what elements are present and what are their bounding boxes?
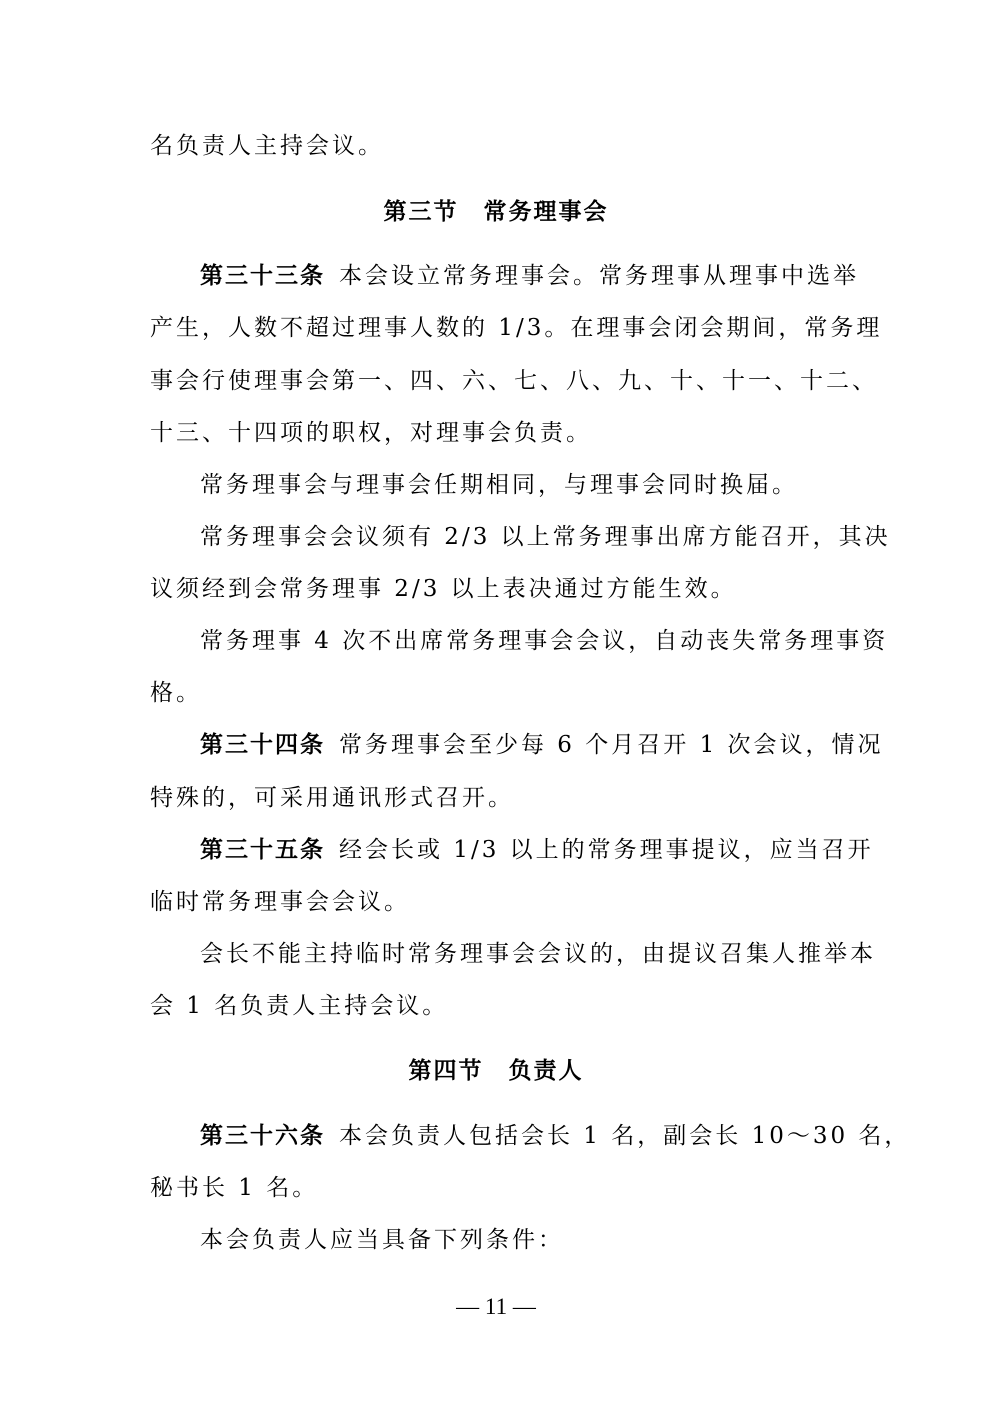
article-34-label: 第三十四条 [200, 732, 325, 758]
article-35-line-2: 临时常务理事会会议。 [150, 889, 410, 915]
article-35-label: 第三十五条 [200, 837, 325, 863]
paragraph-chair-line-1: 会长不能主持临时常务理事会会议的，由提议召集人推举本 [200, 941, 876, 967]
paragraph-quorum-line-2: 议须经到会常务理事 2/3 以上表决通过方能生效。 [150, 576, 737, 602]
text-line: 名负责人主持会议。 [150, 133, 384, 159]
article-36-label: 第三十六条 [200, 1123, 325, 1149]
paragraph-conditions: 本会负责人应当具备下列条件： [200, 1227, 564, 1253]
page-number: — 11 — [456, 1294, 536, 1319]
article-33-line-2: 产生，人数不超过理事人数的 1/3。在理事会闭会期间，常务理 [150, 315, 883, 341]
article-34-line-1 [200, 730, 884, 760]
paragraph-quorum-line-1: 常务理事会会议须有 2/3 以上常务理事出席方能召开，其决 [200, 524, 891, 550]
article-34-line-2: 特殊的，可采用通讯形式召开。 [150, 785, 514, 811]
article-33-text: 本会设立常务理事会。常务理事从理事中选举 [339, 263, 859, 289]
article-36-line-1 [200, 1121, 911, 1151]
article-33-line-1 [200, 261, 859, 291]
article-36-text: 本会负责人包括会长 1 名，副会长 10～30 名， [339, 1123, 911, 1149]
section-heading-3: 第三节 常务理事会 [383, 198, 609, 225]
paragraph-absent-line-1: 常务理事 4 次不出席常务理事会会议，自动丧失常务理事资 [200, 628, 889, 654]
article-34-text: 常务理事会至少每 6 个月召开 1 次会议，情况 [339, 732, 884, 758]
paragraph-chair-line-2: 会 1 名负责人主持会议。 [150, 993, 449, 1019]
article-35-line-1 [200, 835, 874, 865]
article-35-text: 经会长或 1/3 以上的常务理事提议，应当召开 [339, 837, 874, 863]
paragraph-term: 常务理事会与理事会任期相同，与理事会同时换届。 [200, 472, 798, 498]
paragraph-absent-line-2: 格。 [150, 680, 202, 706]
article-33-label: 第三十三条 [200, 263, 325, 289]
article-33-line-3: 事会行使理事会第一、四、六、七、八、九、十、十一、十二、 [150, 368, 878, 394]
section-heading-4: 第四节 负责人 [408, 1057, 584, 1084]
article-33-line-4: 十三、十四项的职权，对理事会负责。 [150, 420, 592, 446]
article-36-line-2: 秘书长 1 名。 [150, 1175, 319, 1201]
